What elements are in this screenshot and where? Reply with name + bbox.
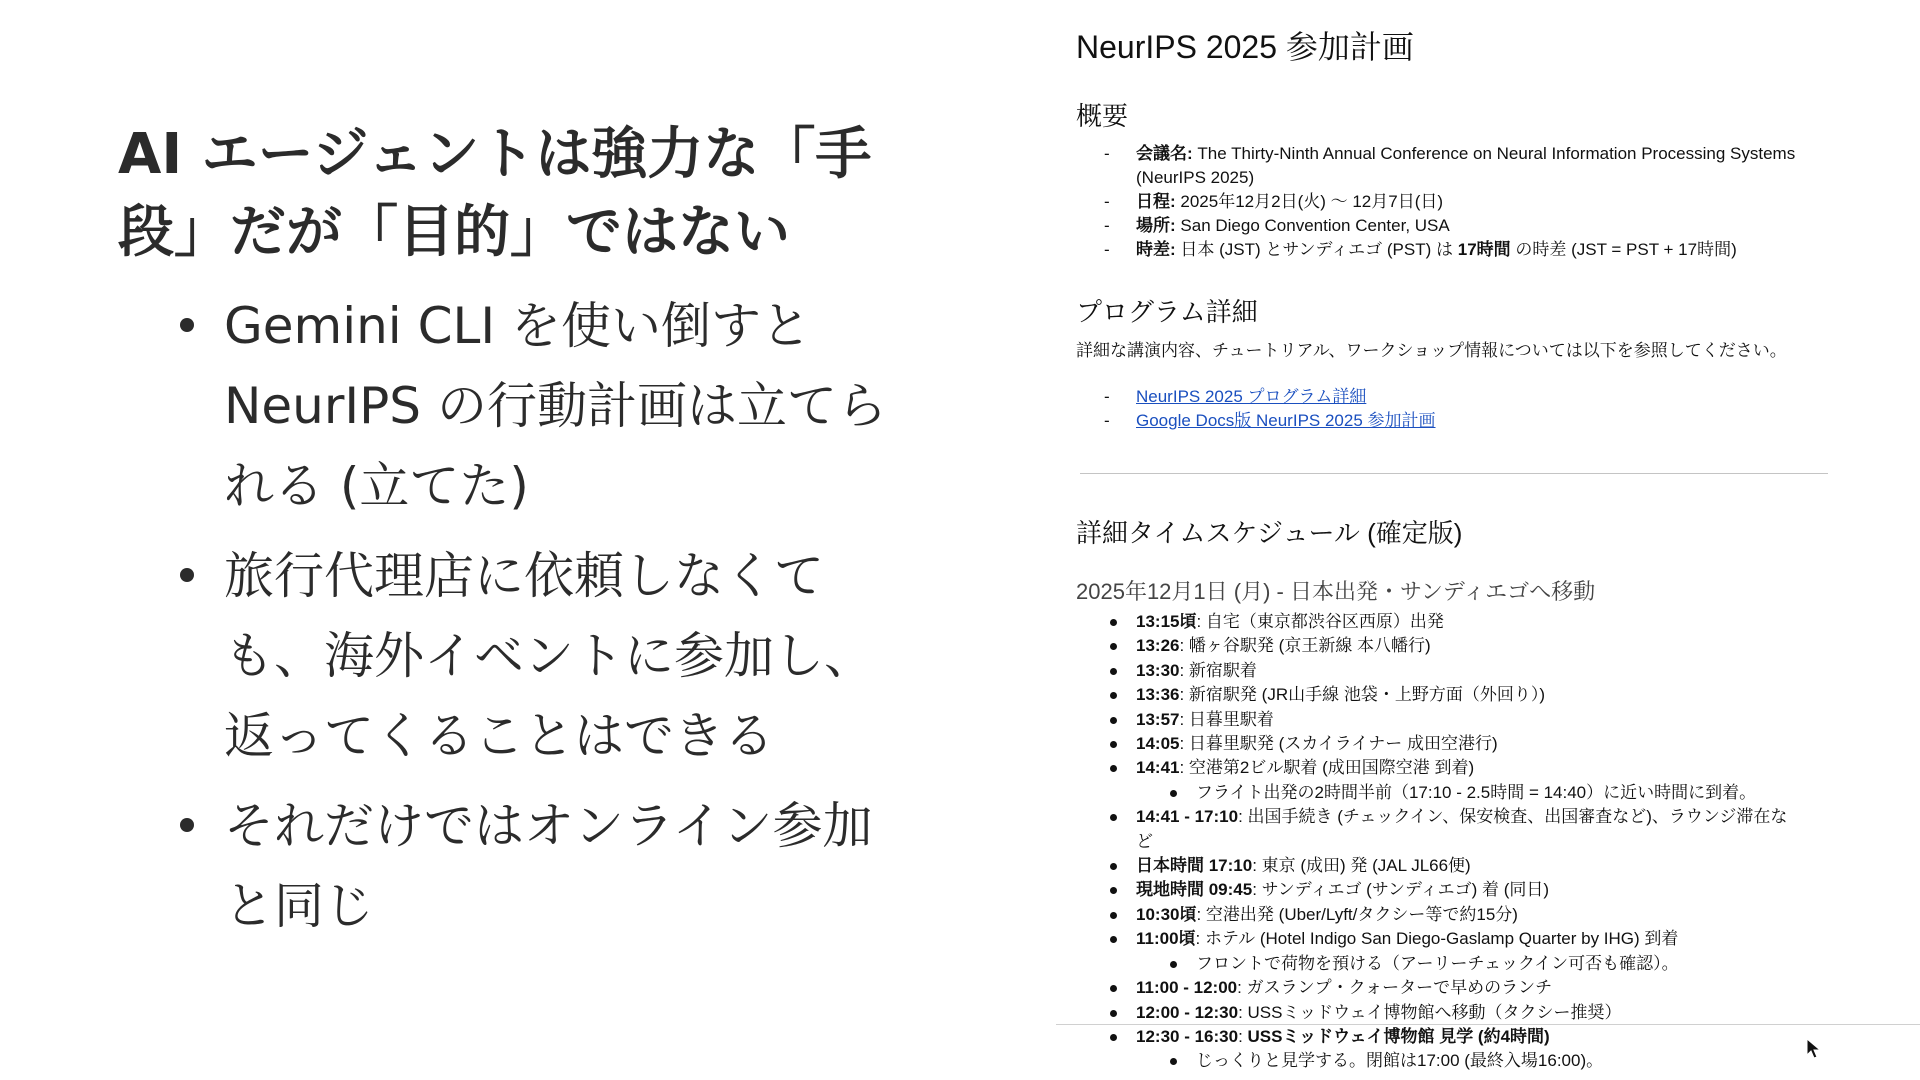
schedule-item: 14:41 - 17:10: 出国手続き (チェックイン、保安検査、出国審査など)、ラウンジ滞在な ど [1104,805,1884,854]
program-detail-link[interactable]: NeurIPS 2025 プログラム詳細 [1136,387,1367,406]
bullet-dot-icon [180,568,194,582]
slide-bullet [172,286,932,526]
bullet-dot-icon [1110,985,1117,992]
bullet-dot-icon [1170,961,1177,968]
bullet-dot-icon [180,818,194,832]
schedule-item: 14:05: 日暮里駅発 (スカイライナー 成田空港行) [1104,732,1884,756]
bullet-dot-icon [1110,619,1117,626]
bullet-dot-icon [1110,643,1117,650]
schedule-item: 13:36: 新宿駅発 (JR山手線 池袋・上野方面（外回り）) [1104,683,1884,707]
day1-heading: 2025年12月1日 (月) - 日本出発・サンディエゴへ移動 [1076,579,1596,604]
schedule-item: 12:30 - 16:30: USSミッドウェイ博物館 見学 (約4時間) [1104,1025,1884,1049]
schedule-item: 11:00頃: ホテル (Hotel Indigo San Diego-Gaslamp Quarter by IHG) 到着 [1104,927,1884,951]
document-panel[interactable] [1056,0,1920,1080]
bullet-dot-icon [1110,863,1117,870]
bullet-dot-icon [1110,1010,1117,1017]
schedule-subitem: じっくりと見学する。閉館は17:00 (最終入場16:00)。 [1104,1049,1884,1073]
program-links [1104,385,1436,433]
schedule-item: 13:15頃: 自宅（東京都渋谷区西原）出発 [1104,610,1884,634]
schedule-item: 日本時間 17:10: 東京 (成田) 発 (JAL JL66便) [1104,854,1884,878]
schedule-item: 13:26: 幡ヶ谷駅発 (京王新線 本八幡行) [1104,634,1884,658]
bullet-line: と同じ [224,877,374,935]
schedule-item: 現地時間 09:45: サンディエゴ (サンディエゴ) 着 (同日) [1104,878,1884,902]
bullet-dot-icon [1110,741,1117,748]
document-title: NeurIPS 2025 参加計画 [1076,29,1414,65]
bullet-line: 返ってくることはできる [224,707,774,765]
schedule-item: 10:30頃: 空港出発 (Uber/Lyft/タクシー等で約15分) [1104,903,1884,927]
slide-title-line-2: 段」だが「目的」ではない [118,200,790,265]
bullet-dot-icon [1110,692,1117,699]
bullet-dot-icon [1110,1034,1117,1041]
bullet-dot-icon [1110,668,1117,675]
overview-item: - 日程: 2025年12月2日(火) 〜 12月7日(日) [1104,192,1444,211]
slide-title [118,116,918,272]
bullet-dot-icon [1170,790,1177,797]
bullet-dot-icon [180,318,194,332]
bullet-line: 旅行代理店に依頼しなくて [224,547,824,605]
bullet-dot-icon [1110,936,1117,943]
bullet-dot-icon [1110,765,1117,772]
divider [1080,473,1828,474]
slide-bullet [172,786,932,946]
schedule-list [1104,610,1884,1074]
slide-bullet-list [172,286,932,956]
bullet-dot-icon [1170,1058,1177,1065]
schedule-item: 13:30: 新宿駅着 [1104,659,1884,683]
overview-list [1104,142,1795,262]
overview-item: - 会議名: The Thirty-Ninth Annual Conference on Neural Information Processing Systems (NeurIPS 2025) [1104,144,1796,187]
schedule-item: 11:00 - 12:00: ガスランプ・クォーターで早めのランチ [1104,976,1884,1000]
panel-bottom-divider [1056,1024,1920,1025]
bullet-line: も、海外イベントに参加し、 [224,627,874,685]
overview-item: - 時差: 日本 (JST) とサンディエゴ (PST) は 17時間 の時差 (JST = PST + 17時間) [1104,240,1737,259]
bullet-dot-icon [1110,887,1117,894]
schedule-item: 13:57: 日暮里駅着 [1104,708,1884,732]
schedule-item: 12:00 - 12:30: USSミッドウェイ博物館へ移動（タクシー推奨） [1104,1001,1884,1025]
program-link-item: - NeurIPS 2025 プログラム詳細 [1104,387,1367,406]
bullet-line: それだけではオンライン参加 [224,797,873,855]
bullet-line: れる (立てた) [224,457,529,515]
bullet-dot-icon [1110,814,1117,821]
bullet-dot-icon [1110,912,1117,919]
schedule-subitem: フライト出発の2時間半前（17:10 - 2.5時間 = 14:40）に近い時間に到着。 [1104,781,1884,805]
program-description: 詳細な講演内容、チュートリアル、ワークショップ情報については以下を参照してください。 [1076,341,1787,360]
google-docs-plan-link[interactable]: Google Docs版 NeurIPS 2025 参加計画 [1136,411,1436,430]
bullet-line: Gemini CLI を使い倒すと [224,297,811,355]
schedule-subitem: フロントで荷物を預ける（アーリーチェックイン可否も確認）。 [1104,952,1884,976]
program-link-item: - Google Docs版 NeurIPS 2025 参加計画 [1104,411,1436,430]
schedule-item: 14:41: 空港第2ビル駅着 (成田国際空港 到着) [1104,756,1884,780]
bullet-dot-icon [1110,717,1117,724]
slide-title-line-1: AI エージェントは強力な「手 [118,122,872,187]
mouse-pointer-icon [1806,1038,1822,1060]
overview-item: - 場所: San Diego Convention Center, USA [1104,216,1450,235]
schedule-heading: 詳細タイムスケジュール (確定版) [1076,518,1463,548]
overview-heading: 概要 [1076,101,1129,131]
program-heading: プログラム詳細 [1076,297,1258,327]
slide-bullet [172,536,932,776]
bullet-line: NeurIPS の行動計画は立てら [224,377,887,435]
